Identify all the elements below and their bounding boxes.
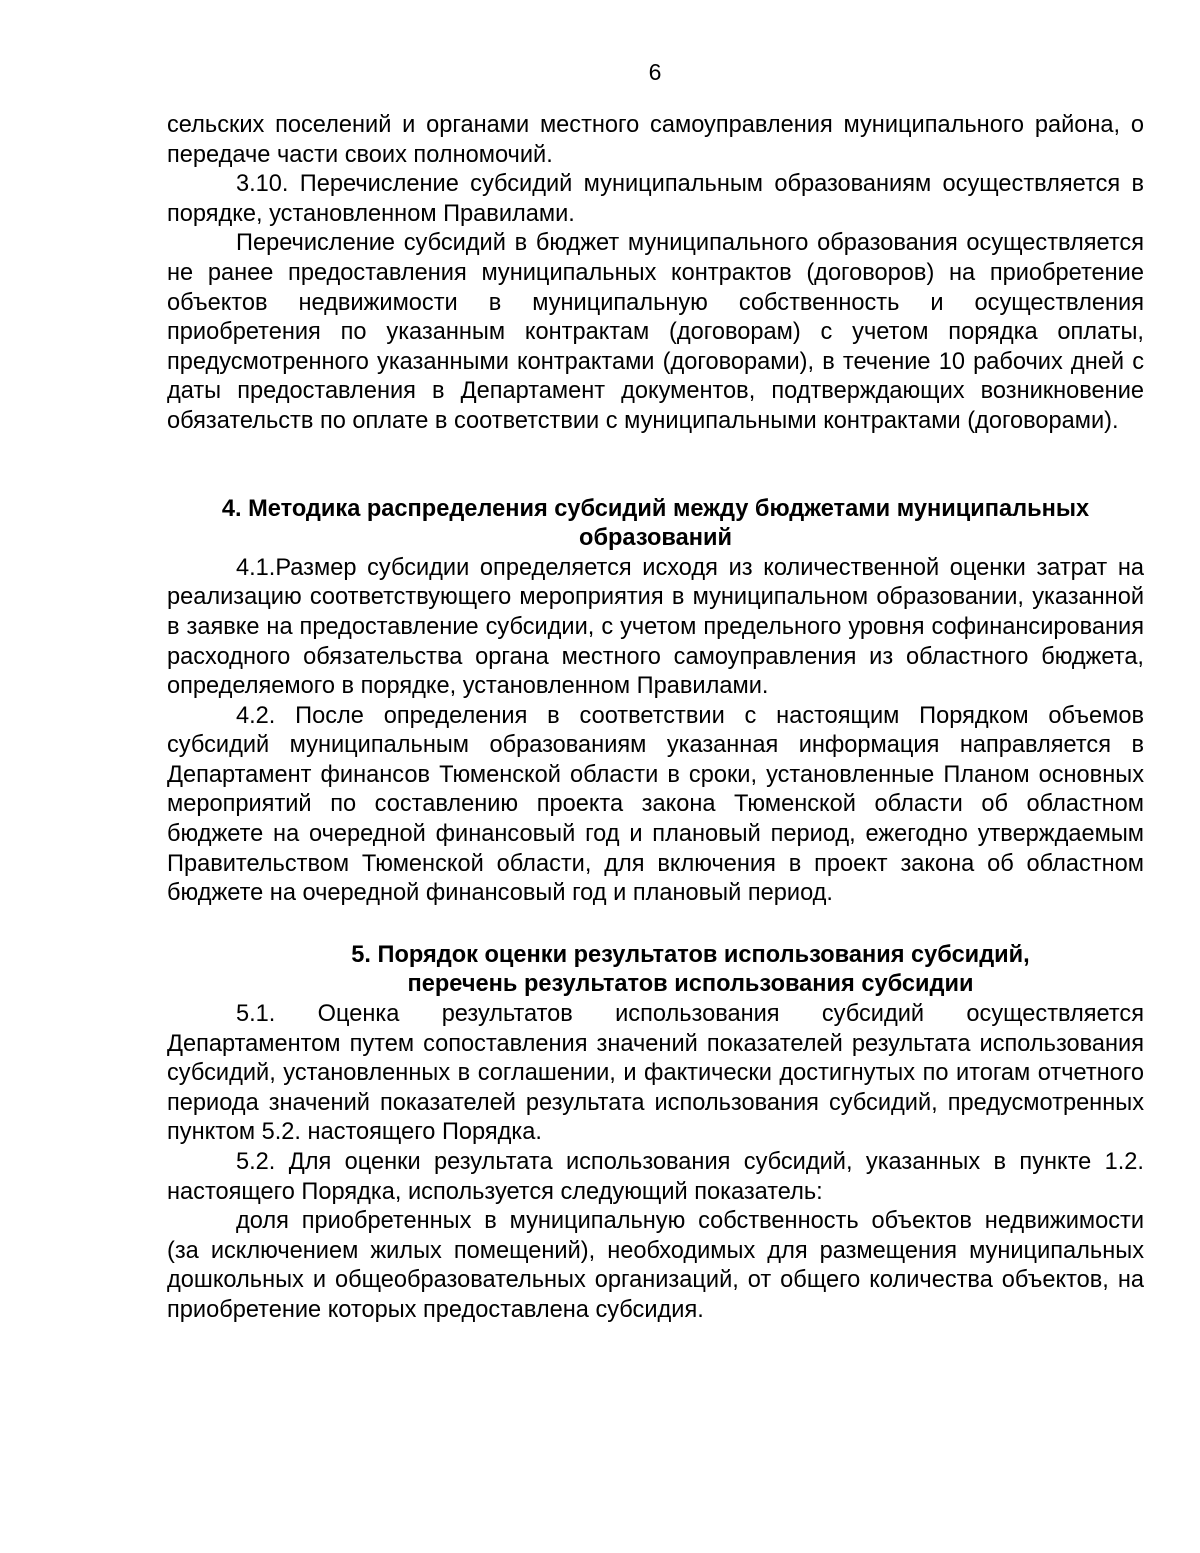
paragraph-3-10-transfer: Перечисление субсидий в бюджет муниципального образования осуществляется не ранее предоставления муниципальных контрактов (договоров) на приобретение объектов недвижимости в муниципальную собственность и осуществления приобретения по указанным контрактам (договорам) с учетом порядка оплаты, предусмотренного указанными контрактами (договорами), в течение 10 рабочих дней с даты предоставления в Департамент документов, подтверждающих возникновение обязательств по оплате в соответствии с муниципальными контрактами (договорами). — [167, 230, 1144, 434]
paragraph-4-1: 4.1.Размер субсидии определяется исходя из количественной оценки затрат на реализацию соответствующего мероприятия в муниципальном образовании, указанной в заявке на предоставление субсидии, с учетом предельного уровня софинансирования расходного обязательства органа местного самоуправления из областного бюджета, определяемого в порядке, установленном Правилами. — [167, 554, 1144, 700]
paragraph-5-2: 5.2. Для оценки результата использования субсидий, указанных в пункте 1.2. настоящего Порядка, используется следующий показатель: — [167, 1149, 1144, 1205]
document-body — [167, 111, 1144, 1326]
section-5-heading-line-1: 5. Порядок оценки результатов использования субсидий, — [351, 941, 1030, 968]
paragraph-5-1: 5.1. Оценка результатов использования субсидий осуществляется Департаментом путем сопоставления значений показателей результата использования субсидий, установленных в соглашении, и фактически достигнутых по итогам отчетного периода значений показателей результата использования субсидий, предусмотренных пунктом 5.2. настоящего Порядка. — [167, 1001, 1144, 1146]
section-4-heading: 4. Методика распределения субсидий между бюджетами муниципальных образований — [221, 495, 1090, 552]
section-3-continuation: сельских поселений и органами местного самоуправления муниципального района, о передаче части своих полномочий. — [167, 112, 1144, 168]
section-5-heading-line-2: перечень результатов использования субсидии — [407, 971, 974, 998]
page-number: 6 — [648, 59, 662, 85]
paragraph-4-2: 4.2. После определения в соответствии с настоящим Порядком объемов субсидий муниципальным образованиям указанная информация направляется в Департамент финансов Тюменской области в сроки, установленные Планом основных мероприятий по составлению проекта закона Тюменской области об областном бюджете на очередной финансовый год и плановый период, ежегодно утверждаемым Правительством Тюменской области, для включения в проект закона об областном бюджете на очередной финансовый год и плановый период. — [167, 702, 1144, 907]
paragraph-5-2-indicator: доля приобретенных в муниципальную собственность объектов недвижимости (за исключением жилых помещений), необходимых для размещения муниципальных дошкольных и общеобразовательных организаций, от общего количества объектов, на приобретение которых предоставлена субсидия. — [167, 1208, 1144, 1323]
paragraph-3-10: 3.10. Перечисление субсидий муниципальным образованиям осуществляется в порядке, установленном Правилами. — [167, 171, 1144, 227]
section-5-heading — [167, 941, 1144, 1000]
